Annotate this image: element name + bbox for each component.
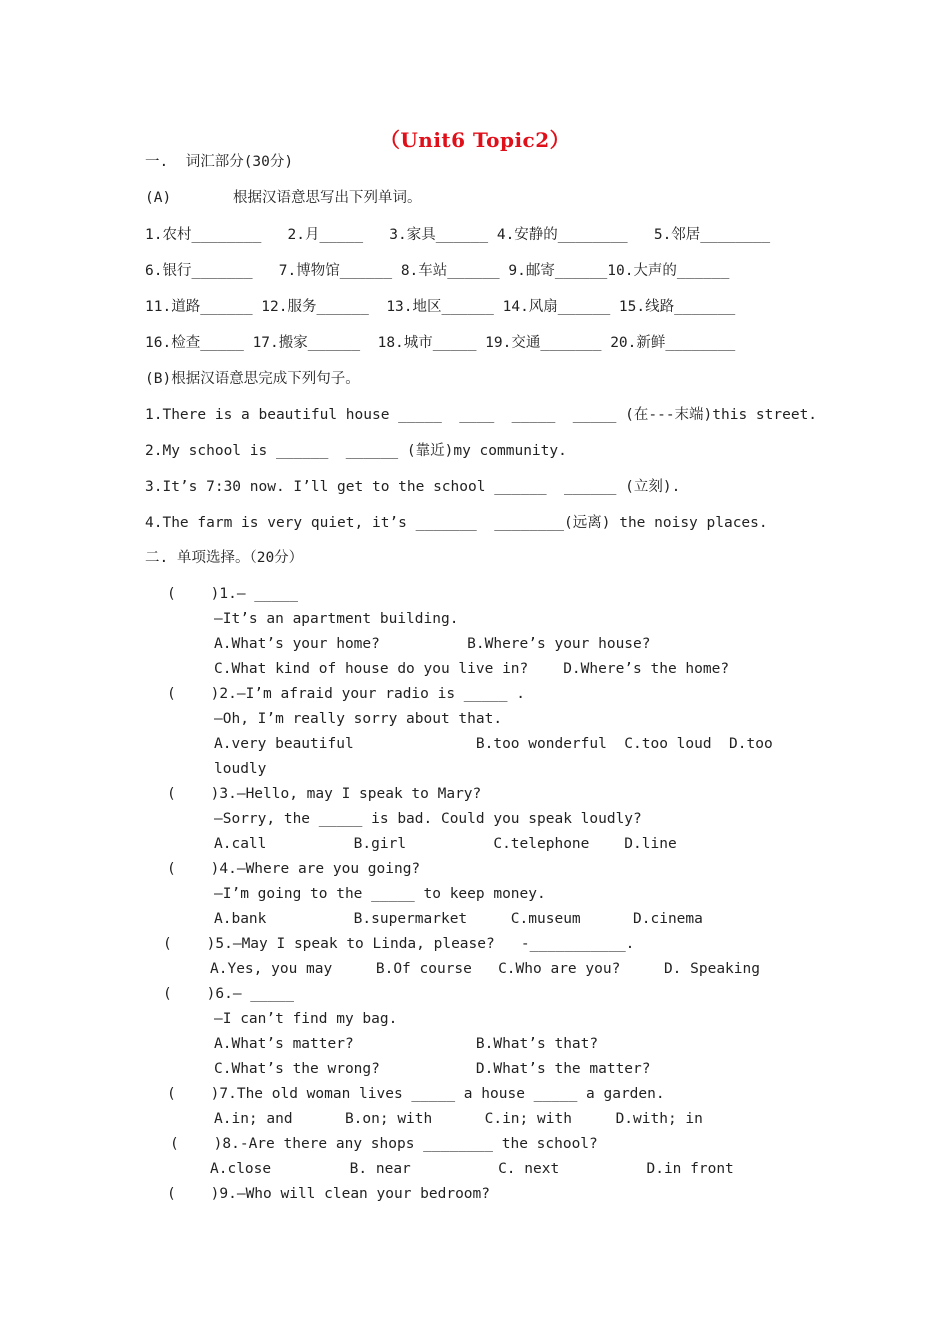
- mc-line: —Sorry, the _____ is bad. Could you speak loudly?: [214, 811, 642, 827]
- mc-line: C.What’s the wrong? D.What’s the matter?: [214, 1061, 651, 1077]
- mc-line: ( )6.— _____: [163, 986, 294, 1002]
- section1-heading: 一. 词汇部分(30分): [145, 154, 294, 170]
- sentence-3: 3.It’s 7:30 now. I’ll get to the school ______ ______ (立刻).: [145, 479, 681, 495]
- mc-line: A.call B.girl C.telephone D.line: [214, 836, 677, 852]
- mc-line: A.very beautiful B.too wonderful C.too loud D.too: [214, 736, 773, 752]
- vocab-row-2: 6.银行_______ 7.博物馆______ 8.车站______ 9.邮寄______10.大声的______: [145, 263, 730, 279]
- section2-heading: 二. 单项选择。（20分）: [145, 550, 304, 566]
- mc-line: ( )2.—I’m afraid your radio is _____ .: [167, 686, 525, 702]
- sentence-1: 1.There is a beautiful house _____ ____ _____ _____ (在---末端)this street.: [145, 407, 818, 423]
- mc-line: —It’s an apartment building.: [214, 611, 459, 627]
- mc-line: A.What’s matter? B.What’s that?: [214, 1036, 599, 1052]
- mc-line: ( )3.—Hello, may I speak to Mary?: [167, 786, 482, 802]
- partB-instruction: (B)根据汉语意思完成下列句子。: [145, 371, 360, 387]
- mc-line: —I’m going to the _____ to keep money.: [214, 886, 546, 902]
- mc-line: ( )1.— _____: [167, 586, 298, 602]
- mc-line: ( )7.The old woman lives _____ a house _____ a garden.: [167, 1086, 665, 1102]
- mc-line: A.bank B.supermarket C.museum D.cinema: [214, 911, 703, 927]
- mc-line: A.Yes, you may B.Of course C.Who are you? D. Speaking: [210, 961, 760, 977]
- partA-label: (A): [145, 190, 172, 206]
- mc-line: A.close B. near C. next D.in front: [210, 1161, 734, 1177]
- mc-line: ( )9.—Who will clean your bedroom?: [167, 1186, 491, 1202]
- mc-line: A.What’s your home? B.Where’s your house?: [214, 636, 651, 652]
- mc-line: ( )8.-Are there any shops ________ the school?: [170, 1136, 598, 1152]
- mc-line: loudly: [214, 761, 267, 777]
- vocab-row-1: 1.农村________ 2.月_____ 3.家具______ 4.安静的________ 5.邻居________: [145, 227, 771, 243]
- mc-line: C.What kind of house do you live in? D.Where’s the home?: [214, 661, 730, 677]
- page-title: （Unit6 Topic2）: [379, 128, 571, 152]
- partA-instruction: 根据汉语意思写出下列单词。: [233, 190, 422, 206]
- mc-line: ( )5.—May I speak to Linda, please? -___________.: [163, 936, 635, 952]
- mc-line: —I can’t find my bag.: [214, 1011, 398, 1027]
- sentence-2: 2.My school is ______ ______ (靠近)my community.: [145, 443, 567, 459]
- vocab-row-4: 16.检查_____ 17.搬家______ 18.城市_____ 19.交通_______ 20.新鲜________: [145, 335, 736, 351]
- mc-line: A.in; and B.on; with C.in; with D.with; in: [214, 1111, 703, 1127]
- mc-line: —Oh, I’m really sorry about that.: [214, 711, 503, 727]
- vocab-row-3: 11.道路______ 12.服务______ 13.地区______ 14.风扇______ 15.线路_______: [145, 299, 736, 315]
- sentence-4: 4.The farm is very quiet, it’s _______ ________(远离) the noisy places.: [145, 515, 768, 531]
- mc-line: ( )4.—Where are you going?: [167, 861, 421, 877]
